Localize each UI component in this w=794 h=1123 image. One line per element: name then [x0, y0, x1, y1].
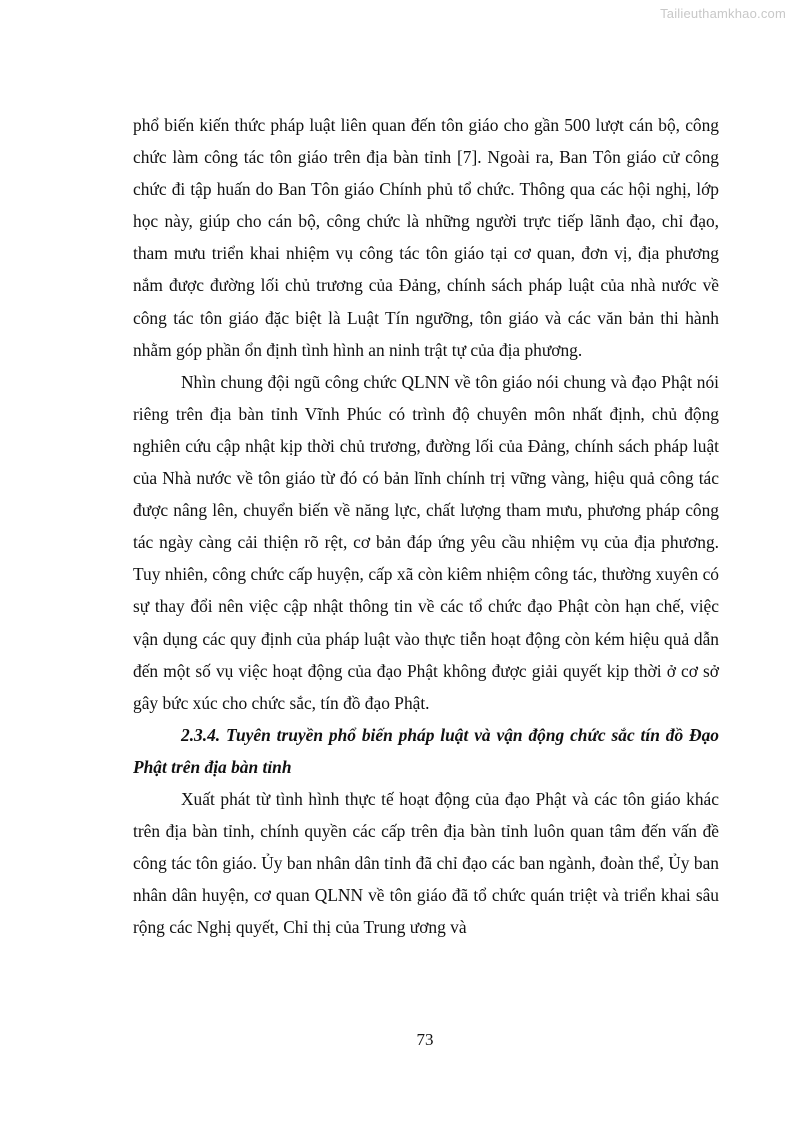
- paragraph-continued: phổ biến kiến thức pháp luật liên quan đến tôn giáo cho gần 500 lượt cán bộ, công chức làm công tác tôn giáo trên địa bàn tỉnh [7]. Ngoài ra, Ban Tôn giáo cử công chức đi tập huấn do Ban Tôn giáo Chính phủ tổ chức. Thông qua các hội nghị, lớp học này, giúp cho cán bộ, công chức là những người trực tiếp lãnh đạo, chỉ đạo, tham mưu triển khai nhiệm vụ công tác tôn giáo tại cơ quan, đơn vị, địa phương nắm được đường lối chủ trương của Đảng, chính sách pháp luật của nhà nước về công tác tôn giáo đặc biệt là Luật Tín ngưỡng, tôn giáo và các văn bản thi hành nhằm góp phần ổn định tình hình an ninh trật tự của địa phương.: [133, 115, 719, 360]
- page-body: [133, 109, 719, 943]
- paragraph-section-intro: Xuất phát từ tình hình thực tế hoạt động của đạo Phật và các tôn giáo khác trên địa bàn tỉnh, chính quyền các cấp trên địa bàn tỉnh luôn quan tâm đến vấn đề công tác tôn giáo. Ủy ban nhân dân tỉnh đã chỉ đạo các ban ngành, đoàn thể, Ủy ban nhân dân huyện, cơ quan QLNN về tôn giáo đã tổ chức quán triệt và triển khai sâu rộng các Nghị quyết, Chỉ thị của Trung ương và: [133, 788, 719, 938]
- watermark: Tailieuthamkhao.com: [660, 6, 786, 21]
- paragraph-staff-overview: Nhìn chung đội ngũ công chức QLNN về tôn giáo nói chung và đạo Phật nói riêng trên địa bàn tỉnh Vĩnh Phúc có trình độ chuyên môn nhất định, chủ động nghiên cứu cập nhật kịp thời chủ trương, đường lối của Đảng, chính sách pháp luật của Nhà nước về tôn giáo từ đó có bản lĩnh chính trị vững vàng, hiệu quả công tác được nâng lên, chuyển biến về năng lực, chất lượng tham mưu, phương pháp công tác ngày càng cải thiện rõ rệt, cơ bản đáp ứng yêu cầu nhiệm vụ của địa phương. Tuy nhiên, công chức cấp huyện, cấp xã còn kiêm nhiệm công tác, thường xuyên có sự thay đổi nên việc cập nhật thông tin về các tổ chức đạo Phật còn hạn chế, việc vận dụng các quy định của pháp luật vào thực tiễn hoạt động còn kém hiệu quả dẫn đến một số vụ việc hoạt động của đạo Phật không được giải quyết kịp thời ở cơ sở gây bức xúc cho chức sắc, tín đồ đạo Phật.: [133, 371, 719, 713]
- page-number: 73: [416, 1030, 434, 1049]
- section-heading: 2.3.4. Tuyên truyền phổ biến pháp luật và vận động chức sắc tín đồ Đạo Phật trên địa bàn tỉnh: [133, 724, 719, 777]
